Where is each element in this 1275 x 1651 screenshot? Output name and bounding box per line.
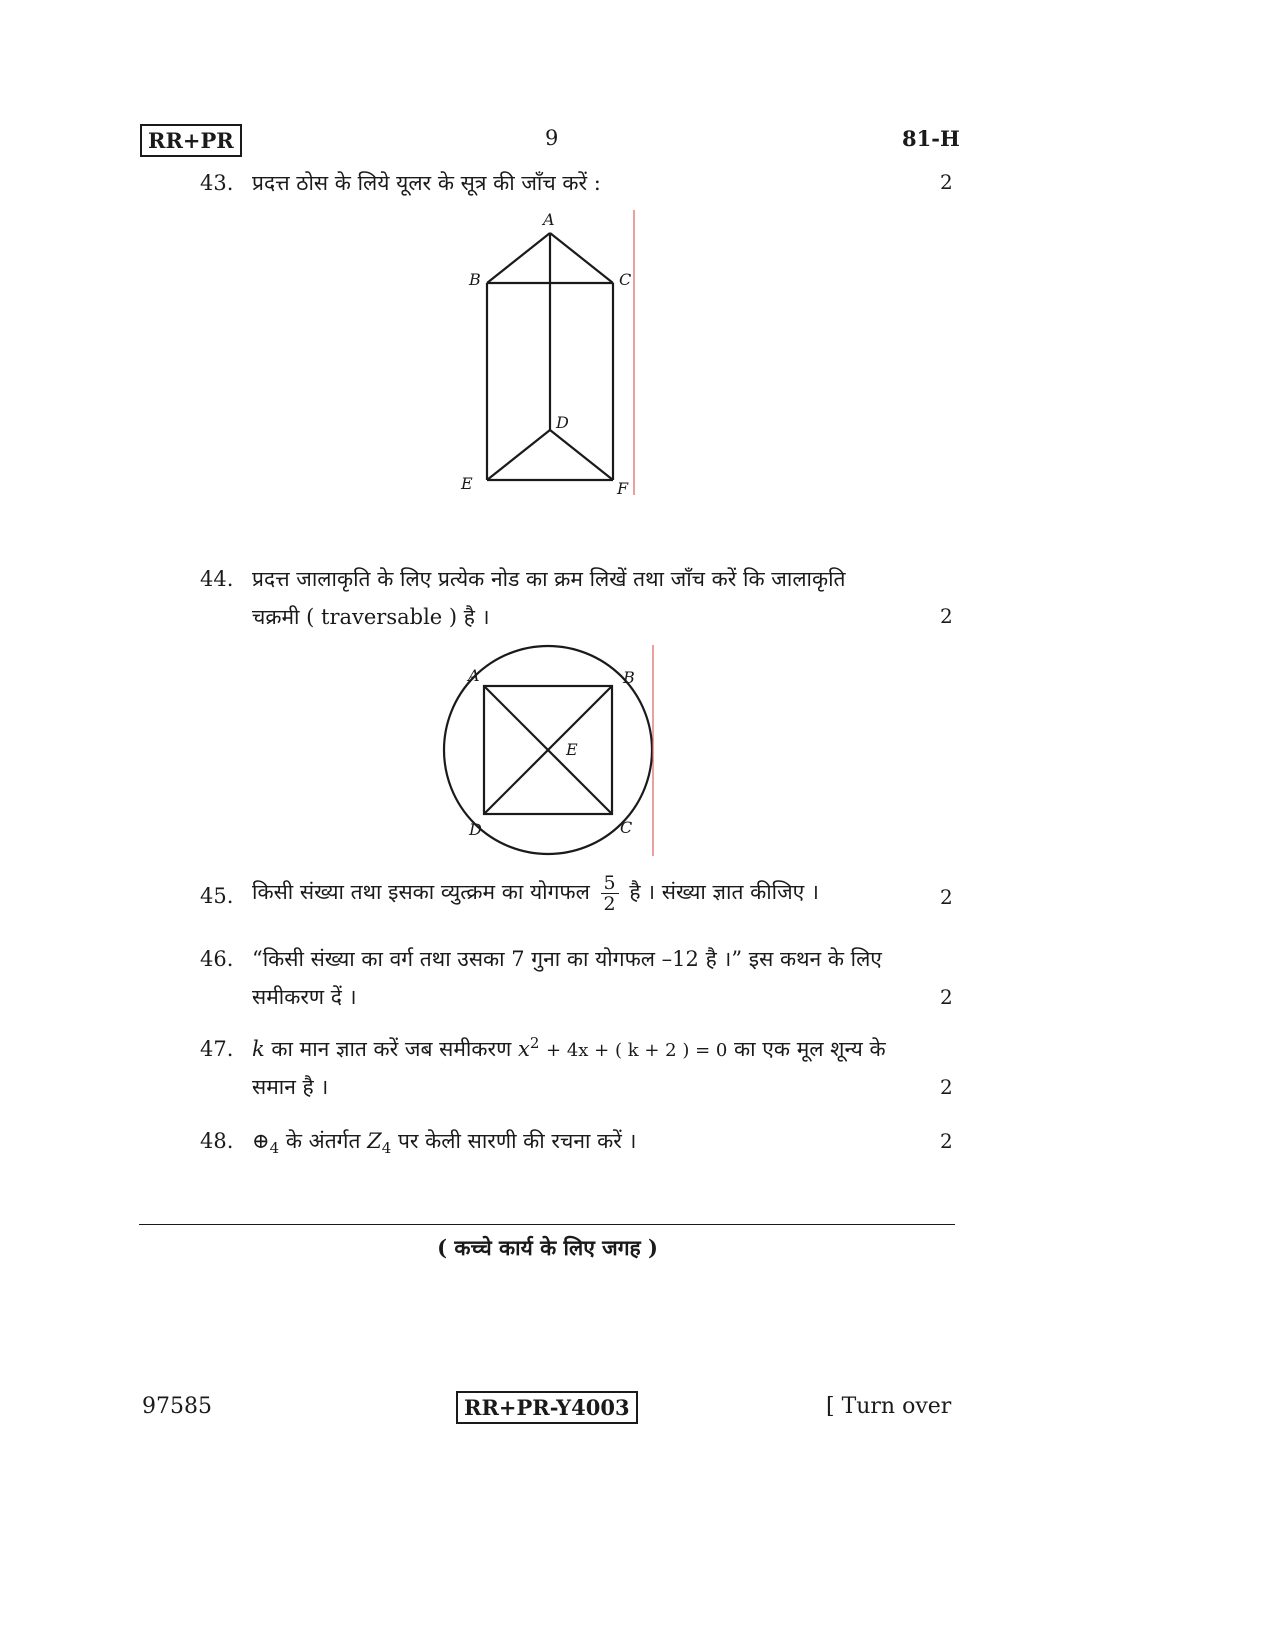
question-text-line1	[252, 1030, 886, 1070]
label-c: C	[620, 818, 633, 837]
label-e: E	[566, 740, 578, 759]
edge-df	[550, 430, 613, 480]
marks-47: 2	[940, 1075, 953, 1099]
footer-number: 97585	[142, 1394, 212, 1419]
text-after-fraction: है । संख्या ज्ञात कीजिए ।	[629, 880, 819, 904]
turn-over-label: [ Turn over	[826, 1394, 952, 1419]
label-b: B	[623, 668, 635, 687]
question-44	[200, 560, 960, 640]
question-text: प्रदत्त ठोस के लिये यूलर के सूत्र की जाँच करें :	[252, 171, 601, 195]
label-b: B	[469, 270, 481, 289]
graph-figure	[440, 643, 660, 858]
edge-ab	[487, 233, 550, 283]
edge-de	[487, 430, 550, 480]
prism-figure	[450, 205, 650, 505]
question-text-line2: समीकरण दें ।	[252, 985, 357, 1009]
question-text	[252, 1122, 636, 1160]
question-number: 46.	[200, 947, 234, 971]
marks-48: 2	[940, 1129, 953, 1153]
variable-x: x	[517, 1037, 530, 1061]
exponent: 2	[529, 1034, 540, 1052]
question-46	[200, 940, 960, 1020]
question-number: 47.	[200, 1037, 234, 1061]
text-after-equation: का एक मूल शून्य के	[734, 1037, 886, 1061]
question-47	[200, 1030, 960, 1110]
divider-line	[139, 1224, 955, 1225]
label-d: D	[556, 413, 569, 432]
question-number: 45.	[200, 884, 234, 908]
question-text-line1: प्रदत्त जालाकृति के लिए प्रत्येक नोड का क्रम लिखें तथा जाँच करें कि जालाकृति	[252, 567, 846, 591]
question-number: 48.	[200, 1129, 234, 1153]
paper-code: 81-H	[902, 126, 960, 151]
label-a: A	[543, 210, 555, 229]
label-c: C	[619, 270, 632, 289]
operator-subscript: 4	[269, 1139, 280, 1158]
marks-45: 2	[940, 885, 953, 909]
label-a: A	[468, 666, 480, 685]
label-d: D	[469, 820, 482, 839]
marks-44: 2	[940, 604, 953, 628]
operator-symbol: ⊕	[252, 1129, 270, 1153]
rough-work-label: ( कच्चे कार्य के लिए जगह )	[437, 1235, 658, 1260]
header-badge: RR+PR	[140, 124, 242, 157]
text-before-fraction: किसी संख्या तथा इसका व्युत्क्रम का योगफल	[252, 880, 590, 904]
equation-rest: + 4x + ( k + 2 ) = 0	[546, 1040, 728, 1061]
variable-k: k	[252, 1037, 265, 1061]
fraction	[601, 873, 619, 914]
footer-code: RR+PR-Y4003	[456, 1391, 638, 1424]
text-before-set: के अंतर्गत	[285, 1129, 361, 1153]
question-number: 44.	[200, 567, 234, 591]
label-f: F	[617, 479, 629, 498]
marks-43: 2	[940, 170, 953, 194]
edge-ac	[550, 233, 613, 283]
marks-46: 2	[940, 985, 953, 1009]
set-z: Z	[367, 1129, 382, 1153]
question-number: 43.	[200, 171, 234, 195]
fraction-numerator: 5	[601, 873, 619, 894]
question-48	[200, 1122, 960, 1166]
text-after-set: पर केली सारणी की रचना करें ।	[397, 1129, 637, 1153]
question-45	[200, 873, 960, 923]
fraction-denominator: 2	[603, 893, 616, 915]
label-e: E	[461, 474, 473, 493]
question-text-line2: समान है ।	[252, 1075, 329, 1099]
page-number: 9	[545, 126, 559, 150]
question-text	[252, 873, 819, 914]
set-subscript: 4	[381, 1139, 392, 1158]
question-text-line1: “किसी संख्या का वर्ग तथा उसका 7 गुना का योगफल –12 है ।” इस कथन के लिए	[252, 947, 882, 971]
question-text-line2: चक्रमी ( traversable ) है ।	[252, 605, 490, 629]
question-43	[200, 164, 960, 204]
text-before-equation: का मान ज्ञात करें जब समीकरण	[271, 1037, 512, 1061]
